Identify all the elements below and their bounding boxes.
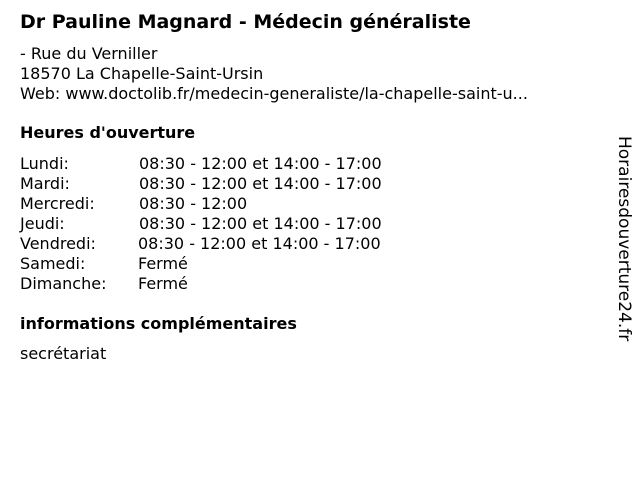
day-label: Samedi: [20,254,86,273]
day-label: Dimanche: [20,274,107,293]
hours-heading: Heures d'ouverture [20,123,196,142]
street-line: - Rue du Verniller [20,44,158,63]
day-label: Mardi: [20,174,70,193]
day-label: Vendredi: [20,234,96,253]
info-text: secrétariat [20,344,107,363]
time-value: 08:30 - 12:00 [139,194,248,213]
day-label: Mercredi: [20,194,95,213]
time-value: 08:30 - 12:00 et 14:00 - 17:00 [139,214,382,233]
side-brand-watermark [612,136,636,346]
time-value: 08:30 - 12:00 et 14:00 - 17:00 [138,234,381,253]
brand-text: Horairesdouverture24.fr [614,136,634,342]
address-block [20,44,528,104]
time-value: Fermé [138,274,188,293]
day-label: Lundi: [20,154,69,173]
page-title: Dr Pauline Magnard - Médecin généraliste [20,11,471,33]
day-label: Jeudi: [20,214,65,233]
time-value: 08:30 - 12:00 et 14:00 - 17:00 [139,174,382,193]
time-value: 08:30 - 12:00 et 14:00 - 17:00 [139,154,382,173]
website-line: Web: www.doctolib.fr/medecin-generaliste/la-chapelle-saint-u... [20,84,528,103]
time-value: Fermé [138,254,188,273]
city-line: 18570 La Chapelle-Saint-Ursin [20,64,264,83]
info-heading: informations complémentaires [20,314,297,333]
